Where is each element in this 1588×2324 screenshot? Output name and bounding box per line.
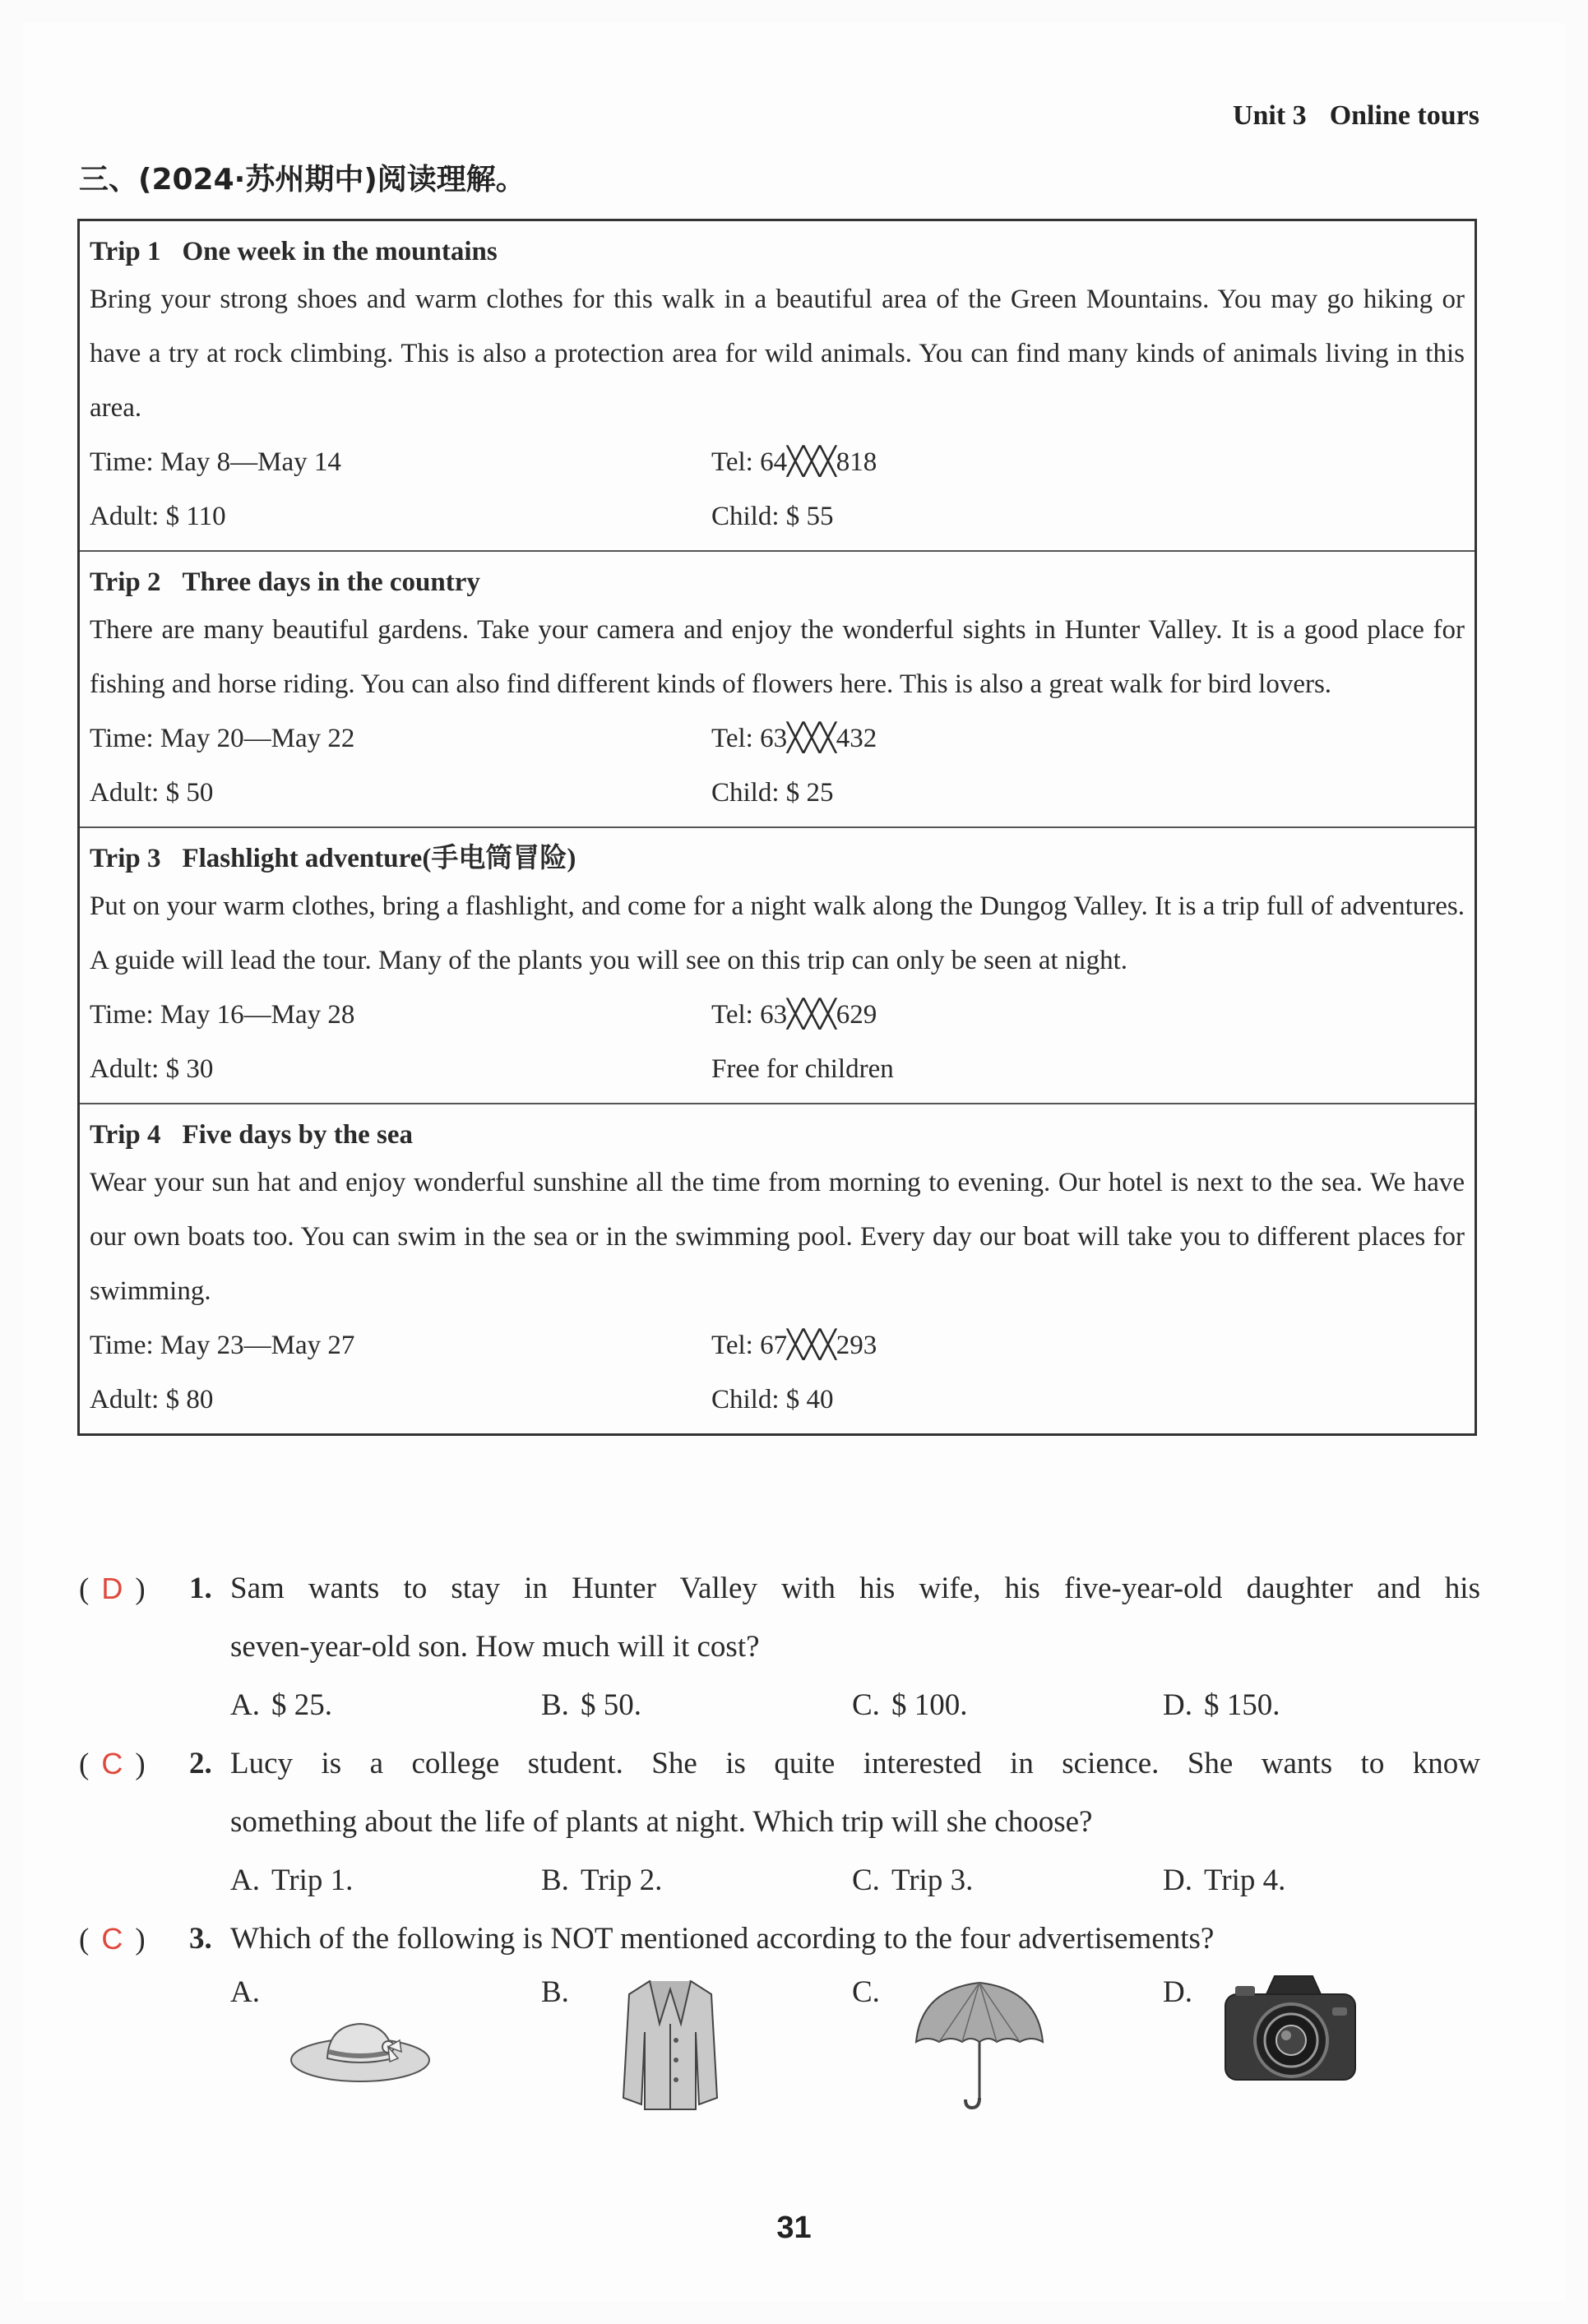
question-number: 1. — [189, 1572, 212, 1605]
trip-price-row — [90, 1373, 1465, 1427]
camera-icon — [1220, 1968, 1360, 2091]
trip-adult-price: Adult: $ 110 — [90, 502, 226, 531]
trip-description: Bring your strong shoes and warm clothes for this walk in a beautiful area of the Green Mountains. You may go hiking or have a try at rock climbing. This is also a protection area for wild animals. You can find many kinds of animals living in this area. — [90, 285, 1465, 423]
trip-name: Flashlight adventure(手电筒冒险) — [182, 844, 576, 873]
option[interactable]: C. $ 100. — [852, 1688, 968, 1722]
trip-name: Five days by the sea — [182, 1120, 413, 1150]
option[interactable]: D. Trip 4. — [1163, 1863, 1286, 1897]
trip-time: Time: May 23—May 27 — [90, 1331, 355, 1360]
trip-name: One week in the mountains — [182, 237, 498, 266]
coat-icon — [617, 1974, 724, 2114]
trip-description: There are many beautiful gardens. Take your camera and enjoy the wonderful sights in Hunter Valley. It is a good place for fishing and horse riding. You can also find different kinds of flowers here. This is also a great walk for bird lovers. — [90, 615, 1465, 699]
umbrella-icon — [910, 1974, 1049, 2114]
trip-description: Wear your sun hat and enjoy wonderful sunshine all the time from morning to evening. Our hotel is next to the sea. We have our own boats too. You can swim in the sea or in the swimming pool. Every day our boat will take you to different places for swimming. — [90, 1168, 1465, 1306]
trips-table — [77, 219, 1477, 1436]
picture-options-row — [79, 1968, 1480, 2116]
trip-child-price: Child: $ 25 — [711, 778, 834, 808]
question-text: Lucy is a college student. She is quite interested in science. She wants to know — [230, 1747, 1480, 1780]
trip-child-price: Free for children — [711, 1054, 894, 1084]
trip-title — [90, 1114, 1465, 1155]
unit-title: Online tours — [1329, 100, 1479, 131]
trip-number: Trip 4 — [90, 1120, 161, 1150]
question-text: Which of the following is NOT mentioned according to the four advertisements? — [230, 1922, 1215, 1956]
trip-number: Trip 3 — [90, 844, 161, 873]
answer-mark: C — [101, 1922, 123, 1956]
option[interactable]: C. Trip 3. — [852, 1863, 974, 1897]
trip-tel: Tel: 64╳╳╳818 — [711, 447, 877, 477]
question — [79, 1734, 1480, 1910]
trip-time: Time: May 8—May 14 — [90, 447, 341, 477]
trip-number: Trip 2 — [90, 567, 161, 597]
option[interactable]: A. $ 25. — [230, 1688, 332, 1722]
trip-box — [80, 1104, 1475, 1433]
trip-child-price: Child: $ 40 — [711, 1385, 834, 1414]
trip-time: Time: May 16—May 28 — [90, 1000, 355, 1030]
options-row — [79, 1851, 1480, 1910]
options-row — [79, 1676, 1480, 1734]
unit-label: Unit 3 — [1232, 100, 1307, 131]
answer-mark: D — [101, 1572, 123, 1605]
trip-tel: Tel: 67╳╳╳293 — [711, 1331, 877, 1360]
page-number: 31 — [776, 2211, 812, 2245]
option[interactable]: A. — [230, 1968, 510, 2116]
page-header — [1233, 100, 1479, 132]
questions-section — [79, 1559, 1480, 2116]
option[interactable]: D. $ 150. — [1163, 1688, 1280, 1722]
sun-hat-icon — [288, 2014, 436, 2088]
trip-title — [90, 562, 1465, 603]
trip-info-row — [90, 711, 1465, 766]
question — [79, 1910, 1480, 2116]
trip-info-row — [90, 435, 1465, 489]
trip-info-row — [90, 988, 1465, 1042]
question-number: 3. — [189, 1922, 212, 1956]
trip-description: Put on your warm clothes, bring a flashlight, and come for a night walk along the Dungog Valley. It is a trip full of adventures. A guide will lead the tour. Many of the plants you will see on this trip can only be seen at night. — [90, 891, 1465, 975]
trip-box — [80, 828, 1475, 1104]
question-text-cont: seven-year-old son. How much will it cost? — [230, 1630, 760, 1664]
option[interactable]: B. $ 50. — [541, 1688, 641, 1722]
question-number: 2. — [189, 1747, 212, 1780]
option[interactable]: B. Trip 2. — [541, 1863, 663, 1897]
trip-title — [90, 838, 1465, 879]
question-text-cont: something about the life of plants at night. Which trip will she choose? — [230, 1805, 1093, 1839]
answer-bracket: ( C ) — [79, 1910, 146, 1969]
question — [79, 1559, 1480, 1734]
answer-bracket: ( D ) — [79, 1559, 146, 1618]
trip-adult-price: Adult: $ 50 — [90, 778, 214, 808]
option[interactable]: B. — [541, 1968, 821, 2116]
trip-adult-price: Adult: $ 80 — [90, 1385, 214, 1414]
trip-price-row — [90, 1042, 1465, 1096]
trip-price-row — [90, 766, 1465, 820]
trip-child-price: Child: $ 55 — [711, 502, 834, 531]
trip-box — [80, 221, 1475, 552]
trip-title — [90, 231, 1465, 272]
question-text: Sam wants to stay in Hunter Valley with his wife, his five-year-old daughter and his — [230, 1572, 1480, 1605]
answer-bracket: ( C ) — [79, 1734, 146, 1794]
option[interactable]: C. — [852, 1968, 1132, 2116]
trip-time: Time: May 20—May 22 — [90, 724, 355, 753]
trip-adult-price: Adult: $ 30 — [90, 1054, 214, 1084]
answer-mark: C — [101, 1747, 123, 1780]
section-title: 三、(2024·苏州期中)阅读理解。 — [79, 163, 525, 197]
trip-tel: Tel: 63╳╳╳432 — [711, 724, 877, 753]
trip-name: Three days in the country — [182, 567, 480, 597]
option[interactable]: D. — [1163, 1968, 1442, 2116]
option[interactable]: A. Trip 1. — [230, 1863, 354, 1897]
trip-tel: Tel: 63╳╳╳629 — [711, 1000, 877, 1030]
trip-number: Trip 1 — [90, 237, 161, 266]
trip-info-row — [90, 1318, 1465, 1373]
trip-box — [80, 552, 1475, 828]
trip-price-row — [90, 489, 1465, 544]
